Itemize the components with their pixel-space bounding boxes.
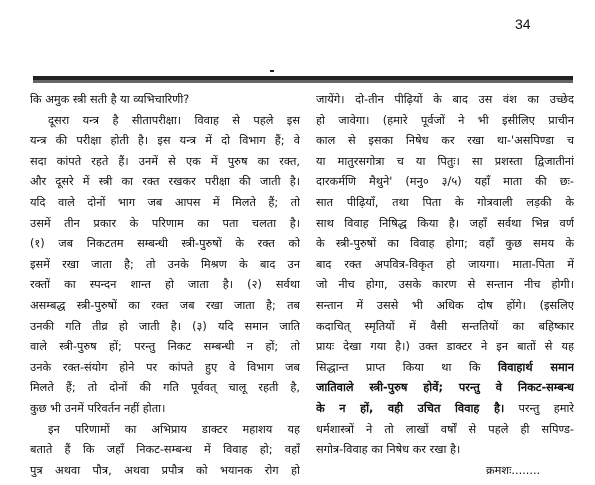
right-column-line: जो नीच होगा, उसके कारण से सन्तान नीच होगी। (316, 278, 574, 292)
left-column-line: उनके रक्त-संयोग होने पर कांपते हुए वे विभाग जब (30, 360, 300, 374)
left-column-line: बताते हैं कि जहाँ निकट-सम्बन्ध में विवाह हो; वहाँ (30, 443, 300, 457)
left-column-line: असम्बद्ध स्त्री-पुरुषों का रक्त जब रखा जाता है; तब (30, 298, 300, 312)
right-column-line: सिद्धान्त प्राप्त किया था कि विवाहार्थ समान (316, 360, 574, 374)
left-column-line: रक्तों का स्पन्दन शान्त हो जाता है। (२) सर्वथा (30, 278, 300, 292)
left-column-line: मिलते हैं; तो दोनों की गति पूर्ववत् चालू रहती है, (30, 381, 300, 395)
right-column-line: के स्त्री-पुरुषों का विवाह होगा; वहाँ कुछ समय के (316, 237, 574, 251)
header-tick (270, 70, 274, 72)
right-column-line: के न हों, वही उचित विवाह है। परन्तु हमारे (316, 401, 574, 415)
left-column-line: (१) जब निकटतम सम्बन्धी स्त्री-पुरुषों के रक्त को (30, 237, 300, 251)
right-column-line: हो जावेगा। (हमारे पूर्वजों ने भी इसीलिए प्राचीन (316, 113, 574, 127)
left-column (30, 90, 300, 481)
right-column-line: जातिवाले स्त्री-पुरुष होवें; परन्तु वे निकट-सम्बन्ध (316, 381, 574, 395)
left-column-line: यदि वाले दोनों भाग जब आपस में मिलते हैं; तो (30, 195, 300, 209)
right-column-line: जायेंगे। दो-तीन पीढ़ियों के बाद उस वंश का उच्छेद (316, 93, 574, 106)
left-column-line: कि अमुक स्त्री सती है या व्यभिचारिणी? (30, 93, 190, 106)
right-column-line: दारकर्मणि मैथुने' (मनु० ३/५) यहाँ माता की छः- (316, 175, 574, 189)
right-column-line: काल से इसका निषेध कर रखा था-'असपिण्डा च (316, 134, 574, 148)
left-column-line: उनकी गति तीव्र हो जाती है। (३) यदि समान जाति (30, 319, 300, 333)
right-column-line: धर्मशास्त्रों ने तो लाखों वर्षों से पहले ही सपिण्ड- (316, 422, 574, 436)
left-column-line: वाले स्त्री-पुरुष हों; परन्तु निकट सम्बन्धी न हों; तो (30, 340, 300, 354)
right-column-line: सगोत्र-विवाह का निषेध कर रखा है। (316, 443, 461, 457)
left-column-line: कुछ भी उनमें परिवर्तन नहीं होता। (30, 401, 166, 415)
left-column-line: पुत्र अथवा पौत्र, अथवा प्रपौत्र को भयानक रोग हो (30, 463, 300, 477)
left-column-line: सदा कांपते रहते हैं। उनमें से एक में पुरुष का रक्त, (30, 154, 300, 168)
left-column-line: इन परिणामों का अभिप्राय डाक्टर महाशय यह (48, 422, 300, 436)
right-column-line: साथ विवाह निषिद्ध किया है। जहाँ सर्वथा भिन्न वर्ण (316, 216, 574, 230)
right-column-line: या मातुरसगोत्रा च या पितुः। सा प्रशस्ता द्विजातीनां (316, 154, 574, 168)
continued-marker: क्रमशः........ (486, 463, 541, 477)
right-column-line: प्रायः देखा गया है।) उक्त डाक्टर ने इन बातों से यह (316, 340, 574, 354)
left-column-line: और दूसरे में स्त्री का रक्त रखकर परीक्षा की जाती है। (30, 175, 300, 189)
right-column (316, 90, 574, 481)
right-column-line: बाद रक्त अपवित्र-विकृत हो जायगा। माता-पिता में (316, 257, 574, 271)
left-column-line: उसमें तीन प्रकार के परिणाम का पता चलता है। (30, 216, 300, 230)
right-column-line: सन्तान में उससे भी अधिक दोष होंगे। (इसलिए (316, 298, 574, 312)
left-column-line: इसमें रखा जाता है; तो उनके मिश्रण के बाद उन (30, 257, 300, 271)
right-column-line: कदाचित् स्मृतियों में वैसी सन्ततियों का बहिष्कार (316, 319, 574, 333)
header-rule (33, 76, 573, 80)
left-column-line: यन्त्र की परीक्षा होती है। इस यन्त्र में दो विभाग हैं; वे (30, 134, 300, 148)
left-column-line: दूसरा यन्त्र है सीतापरीक्षा। विवाह से पहले इस (48, 113, 300, 127)
right-column-line: सात पीढ़ियाँ, तथा पिता के गोत्रवाली लड़की के (316, 195, 574, 209)
page-number: 34 (515, 16, 531, 32)
